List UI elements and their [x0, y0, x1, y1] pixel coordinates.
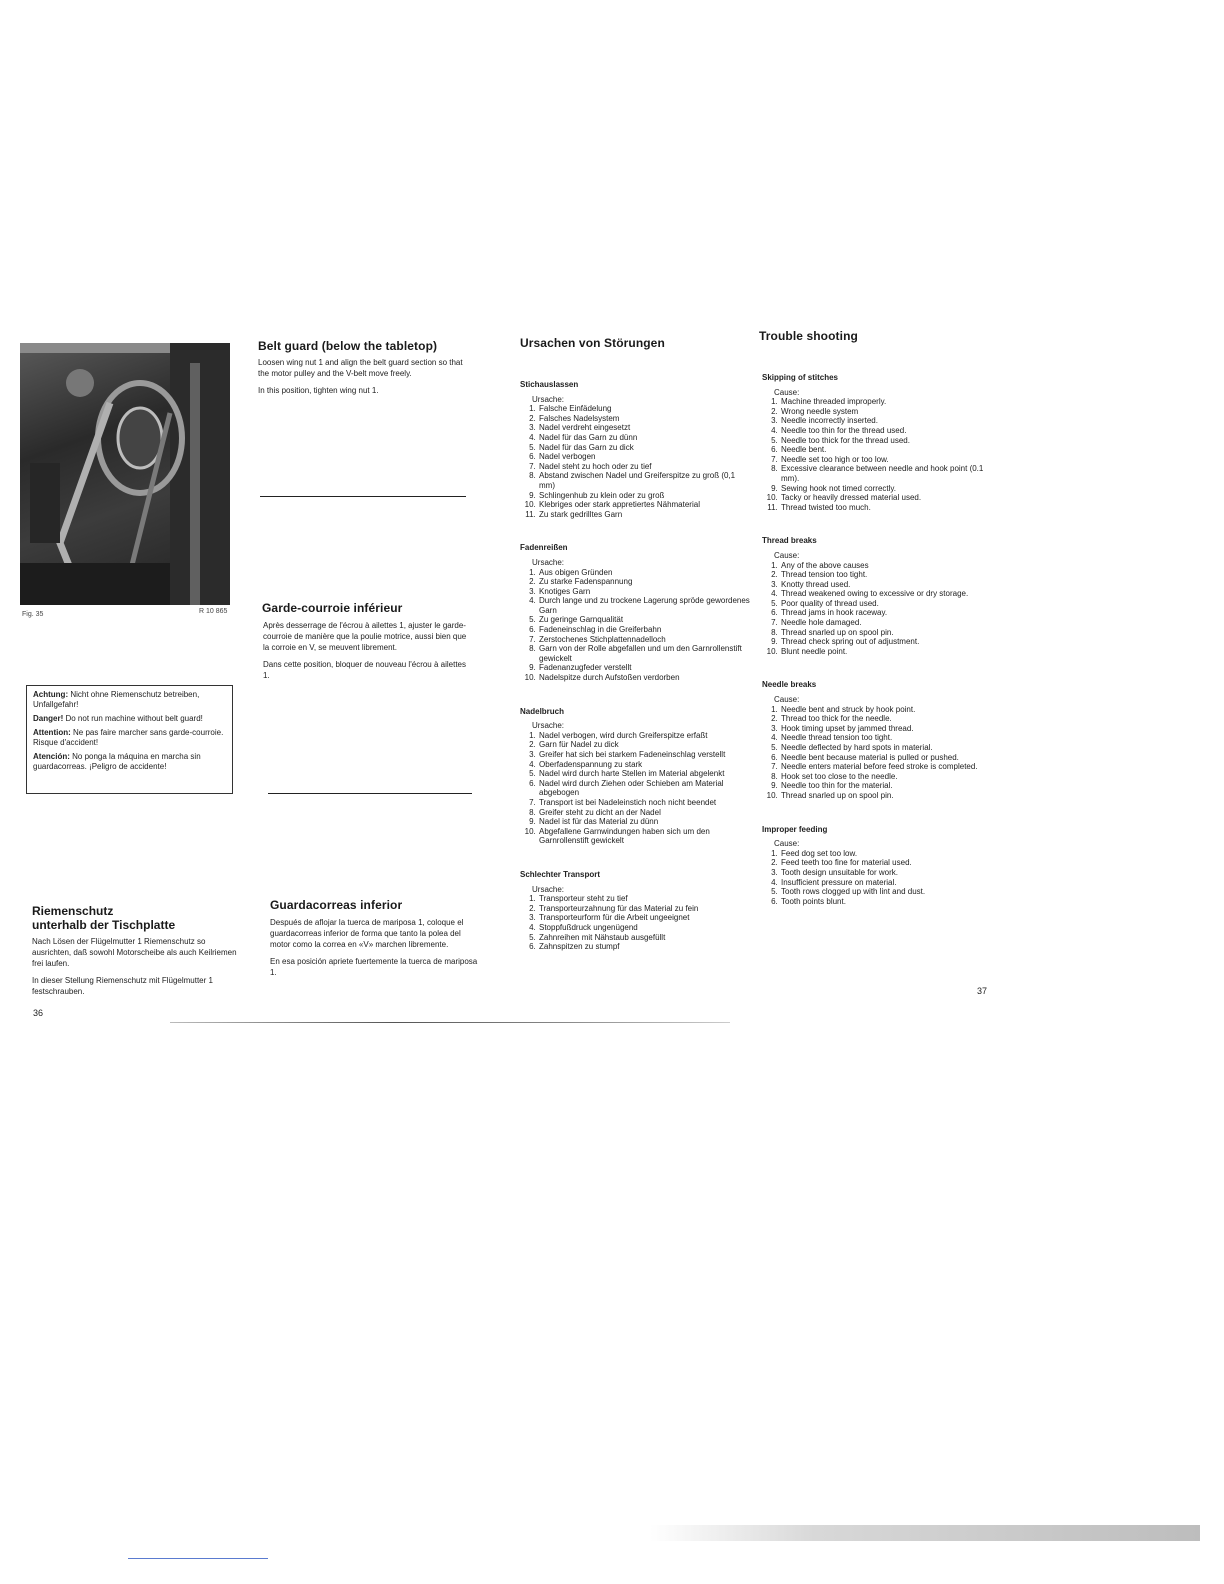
belt-guard-es-body — [270, 917, 480, 984]
cause-item: 2. Zu starke Fadenspannung — [538, 577, 752, 587]
cause-item: 1. Feed dog set too low. — [780, 849, 987, 859]
cause-label: Cause: — [774, 695, 800, 705]
cause-item: 4. Needle thread tension too tight. — [780, 733, 987, 743]
cause-item: 5. Needle too thick for the thread used. — [780, 436, 987, 446]
cause-item: 1. Aus obigen Gründen — [538, 568, 752, 578]
cause-item: 2. Transporteurzahnung für das Material zu fein — [538, 904, 752, 914]
cause-list — [762, 849, 987, 907]
cause-item: 4. Thread weakened owing to excessive or dry storage. — [780, 589, 987, 599]
cause-list — [520, 568, 752, 683]
troubleshooting-section — [762, 825, 987, 907]
cause-item: 6. Zahnspitzen zu stumpf — [538, 942, 752, 952]
section-title: Fadenreißen — [520, 543, 568, 553]
cause-item: 6. Tooth points blunt. — [780, 897, 987, 907]
cause-item: 10. Nadelspitze durch Aufstoßen verdorben — [538, 673, 752, 683]
troubleshooting-section — [762, 680, 987, 800]
cause-item: 6. Needle bent. — [780, 445, 987, 455]
belt-guard-de-title: Riemenschutz unterhalb der Tischplatte — [32, 904, 176, 932]
cause-item: 4. Insufficient pressure on material. — [780, 878, 987, 888]
section-title: Skipping of stitches — [762, 373, 839, 382]
warning-en: Danger! Do not run machine without belt guard! — [33, 714, 203, 723]
cause-item: 6. Needle bent because material is pulled or pushed. — [780, 753, 987, 763]
cause-list — [520, 404, 752, 519]
warning-box — [26, 685, 233, 794]
cause-list — [762, 397, 987, 512]
page-number-right: 37 — [977, 986, 988, 996]
cause-list — [520, 731, 752, 846]
cause-label: Ursache: — [532, 721, 565, 731]
cause-item: 5. Nadel wird durch harte Stellen im Material abgelenkt — [538, 769, 752, 779]
belt-guard-en-title: Belt guard (below the tabletop) — [258, 339, 438, 353]
cause-item: 3. Nadel verdreht eingesetzt — [538, 423, 752, 433]
cause-item: 3. Tooth design unsuitable for work. — [780, 868, 987, 878]
scan-shadow — [650, 1525, 1200, 1541]
cause-item: 5. Poor quality of thread used. — [780, 599, 987, 609]
section-title: Schlechter Transport — [520, 869, 601, 879]
belt-guard-es-p1: Después de aflojar la tuerca de mariposa 1, coloque el guardacorreas inferior de forma que tanto la polea del motor como la correa en «V» marchen libremente. — [270, 918, 464, 949]
cause-item: 5. Zu geringe Garnqualität — [538, 615, 752, 625]
cause-item: 1. Needle bent and struck by hook point. — [780, 705, 987, 715]
cause-item: 3. Knotty thread used. — [780, 580, 987, 590]
cause-item: 7. Nadel steht zu hoch oder zu tief — [538, 462, 752, 472]
cause-item: 9. Nadel ist für das Material zu dünn — [538, 817, 752, 827]
belt-guard-fr-p2: Dans cette position, bloquer de nouveau l'écrou à ailettes 1. — [263, 660, 466, 680]
belt-guard-en-p1: Loosen wing nut 1 and align the belt guard section so that the motor pulley and the V-belt move freely. — [258, 358, 463, 378]
cause-list — [762, 705, 987, 801]
cause-item: 10. Blunt needle point. — [780, 647, 987, 657]
scan-edge-line — [170, 1022, 730, 1023]
cause-item: 8. Garn von der Rolle abgefallen und um den Garnrollenstift gewickelt — [538, 644, 752, 663]
cause-item: 9. Sewing hook not timed correctly. — [780, 484, 987, 494]
cause-list — [520, 894, 752, 952]
cause-item: 1. Falsche Einfädelung — [538, 404, 752, 414]
cause-item: 8. Greifer steht zu dicht an der Nadel — [538, 808, 752, 818]
belt-guard-photo — [20, 343, 230, 605]
divider — [268, 793, 472, 794]
troubleshooting-section — [520, 870, 752, 952]
cause-label: Cause: — [774, 550, 800, 560]
section-title: Improper feeding — [762, 824, 828, 834]
belt-guard-fr-title: Garde-courroie inférieur — [262, 601, 403, 615]
cause-item: 7. Zerstochenes Stichplattennadelloch — [538, 635, 752, 645]
cause-item: 3. Hook timing upset by jammed thread. — [780, 724, 987, 734]
section-title: Nadelbruch — [520, 706, 565, 716]
belt-guard-fr-p1: Après desserrage de l'écrou à ailettes 1, ajuster le garde-courroie de manière que la poulie motrice, aussi bien que la corroie en V, se meuvent librement. — [263, 621, 467, 652]
cause-label: Ursache: — [532, 394, 565, 404]
cause-item: 8. Excessive clearance between needle and hook point (0.1 mm). — [780, 464, 987, 483]
cause-item: 4. Stoppfußdruck ungenügend — [538, 923, 752, 933]
cause-item: 10. Thread snarled up on spool pin. — [780, 791, 987, 801]
cause-item: 4. Durch lange und zu trockene Lagerung spröde gewordenes Garn — [538, 596, 752, 615]
cause-item: 10. Abgefallene Garnwindungen haben sich um den Garnrollenstift gewickelt — [538, 827, 752, 846]
section-title: Needle breaks — [762, 680, 817, 690]
cause-item: 8. Thread snarled up on spool pin. — [780, 628, 987, 638]
cause-item: 4. Oberfadenspannung zu stark — [538, 760, 752, 770]
cause-item: 6. Fadeneinschlag in die Greiferbahn — [538, 625, 752, 635]
belt-guard-de-p1: Nach Lösen der Flügelmutter 1 Riemenschutz so ausrichten, daß sowohl Motorscheibe als auch Keilriemen frei laufen. — [32, 937, 237, 968]
cause-label: Ursache: — [532, 884, 565, 894]
belt-guard-de-body — [32, 936, 240, 1003]
cause-item: 5. Tooth rows clogged up with lint and dust. — [780, 887, 987, 897]
cause-item: 4. Needle too thin for the thread used. — [780, 426, 987, 436]
belt-guard-en-p2: In this position, tighten wing nut 1. — [258, 386, 379, 395]
warning-de: Achtung: Nicht ohne Riemenschutz betreiben, Unfallgefahr! — [33, 690, 200, 709]
cause-label: Cause: — [774, 387, 800, 397]
troubleshooting-en-column — [762, 373, 987, 930]
cause-item: 3. Transporteurform für die Arbeit ungeeignet — [538, 913, 752, 923]
cause-item: 2. Feed teeth too fine for material used. — [780, 858, 987, 868]
figure-label: Fig. 35 — [22, 611, 44, 618]
troubleshooting-section — [762, 536, 987, 656]
troubleshooting-section — [520, 380, 752, 519]
cause-item: 3. Greifer hat sich bei starkem Fadeneinschlag verstellt — [538, 750, 752, 760]
cause-item: 3. Knotiges Garn — [538, 587, 752, 597]
cause-item: 9. Fadenanzugfeder verstellt — [538, 663, 752, 673]
cause-item: 6. Thread jams in hook raceway. — [780, 608, 987, 618]
cause-item: 10. Klebriges oder stark appretiertes Nähmaterial — [538, 500, 752, 510]
cause-item: 1. Transporteur steht zu tief — [538, 894, 752, 904]
cause-item: 1. Nadel verbogen, wird durch Greiferspitze erfaßt — [538, 731, 752, 741]
cause-item: 1. Machine threaded improperly. — [780, 397, 987, 407]
cause-item: 4. Nadel für das Garn zu dünn — [538, 433, 752, 443]
troubleshooting-de-title: Ursachen von Störungen — [520, 336, 665, 350]
scan-blue-line — [128, 1558, 268, 1559]
belt-guard-en-body — [258, 357, 468, 402]
cause-item: 5. Needle deflected by hard spots in material. — [780, 743, 987, 753]
belt-guard-fr-body — [263, 620, 473, 687]
divider — [260, 496, 466, 497]
machine-photo-graphic — [20, 343, 230, 605]
cause-item: 11. Thread twisted too much. — [780, 503, 987, 513]
cause-label: Ursache: — [532, 557, 565, 567]
cause-item: 8. Hook set too close to the needle. — [780, 772, 987, 782]
cause-item: 1. Any of the above causes — [780, 561, 987, 571]
page-number-left: 36 — [33, 1008, 44, 1018]
cause-item: 7. Needle enters material before feed stroke is completed. — [780, 762, 987, 772]
cause-item: 2. Falsches Nadelsystem — [538, 414, 752, 424]
belt-guard-es-title: Guardacorreas inferior — [270, 898, 403, 912]
cause-item: 5. Zahnreihen mit Nähstaub ausgefüllt — [538, 933, 752, 943]
troubleshooting-section — [520, 543, 752, 682]
cause-item: 2. Thread tension too tight. — [780, 570, 987, 580]
cause-item: 2. Wrong needle system — [780, 407, 987, 417]
section-title: Thread breaks — [762, 536, 817, 546]
troubleshooting-section — [520, 707, 752, 846]
figure-ref: R 10 865 — [199, 608, 228, 615]
cause-item: 2. Garn für Nadel zu dick — [538, 740, 752, 750]
section-title: Stichauslassen — [520, 380, 579, 389]
cause-item: 2. Thread too thick for the needle. — [780, 714, 987, 724]
cause-item: 6. Nadel verbogen — [538, 452, 752, 462]
troubleshooting-section — [762, 373, 987, 512]
belt-guard-de-p2: In dieser Stellung Riemenschutz mit Flügelmutter 1 festschrauben. — [32, 976, 213, 996]
cause-label: Cause: — [774, 839, 800, 849]
cause-item: 9. Thread check spring out of adjustment. — [780, 637, 987, 647]
warning-fr: Attention: Ne pas faire marcher sans garde-courroie. Risque d'accident! — [33, 728, 224, 747]
troubleshooting-de-column — [520, 380, 752, 976]
cause-item: 8. Abstand zwischen Nadel und Greiferspitze zu groß (0,1 mm) — [538, 471, 752, 490]
cause-item: 3. Needle incorrectly inserted. — [780, 416, 987, 426]
cause-item: 10. Tacky or heavily dressed material used. — [780, 493, 987, 503]
cause-item: 7. Needle hole damaged. — [780, 618, 987, 628]
belt-guard-es-p2: En esa posición apriete fuertemente la tuerca de mariposa 1. — [270, 957, 478, 977]
cause-item: 6. Nadel wird durch Ziehen oder Schieben am Material abgebogen — [538, 779, 752, 798]
troubleshooting-en-title: Trouble shooting — [759, 329, 858, 343]
warning-es: Atención: No ponga la máquina en marcha sin guardacorreas. ¡Peligro de accidente! — [33, 752, 201, 771]
cause-item: 7. Transport ist bei Nadeleinstich noch nicht beendet — [538, 798, 752, 808]
cause-item: 7. Needle set too high or too low. — [780, 455, 987, 465]
cause-item: 11. Zu stark gedrilltes Garn — [538, 510, 752, 520]
cause-item: 9. Schlingenhub zu klein oder zu groß — [538, 491, 752, 501]
cause-list — [762, 561, 987, 657]
cause-item: 9. Needle too thin for the material. — [780, 781, 987, 791]
cause-item: 5. Nadel für das Garn zu dick — [538, 443, 752, 453]
